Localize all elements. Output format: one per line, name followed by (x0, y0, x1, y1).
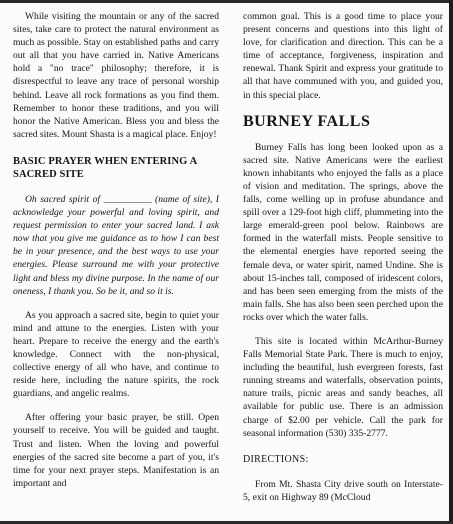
approach-paragraph: As you approach a sacred site, begin to quiet your mind and attune to the energies. Listen with your heart. Prepare to receive the energy and the earth's knowledge. Connect with the non-physical, collective energy of all who have, and continue to reside here, including the nature spirits, the rock guardians, and angelic realms. (13, 309, 219, 400)
prayer-text: Oh sacred spirit of __________ (name of site), I acknowledge your powerful and loving spirit, and request permission to enter your sacred land. I ask now that you give me guidance as to how I can best be in your presence, and the best ways to use your energies. Please surround me with your protective light and bless my divine purpose. In the name of our oneness, I thank you. So be it, and so it is. (13, 193, 219, 297)
directions-text: From Mt. Shasta City drive south on Interstate-5, exit on Highway 89 (McCloud (243, 478, 443, 503)
scan-edge-top (0, 0, 453, 3)
right-column (243, 10, 443, 515)
after-prayer-paragraph: After offering your basic prayer, be still. Open yourself to receive. You will be guided and taught. Trust and listen. When the loving and powerful energies of the sacred site become a part of you, it's time for your next prayer steps. Manifestation is an important and (13, 412, 219, 489)
prayer-heading: BASIC PRAYER WHEN ENTERING A SACRED SITE (13, 155, 197, 180)
burney-description-paragraph: Burney Falls has long been looked upon as a sacred site. Native Americans were the earliest known inhabitants who enjoyed the falls as a place of vision and meditation. The springs, above the falls, come welling up in profuse abundance and spill over a 129-foot high cliff, plummeting into the large emerald-green pool below. Rainbows are formed in the waterfall mists. People sensitive to the elemental energies have reported seeing the female deva, or water spirit, named Undine. She is about 15-inches tall, composed of iridescent colors, and has been seen emerging from the mists of the main falls. She has also been seen perched upon the rocks over which the water falls. (243, 141, 443, 323)
burney-park-paragraph: This site is located within McArthur-Burney Falls Memorial State Park. There is much to enjoy, including the beautiful, lush evergreen forests, fast running streams and waterfalls, observation points, nature trails, picnic areas and sandy beaches, all available for public use. There is an admission charge of $2.00 per vehicle. Call the park for seasonal information (530) 335-2777. (243, 335, 443, 439)
directions-heading: DIRECTIONS: (243, 453, 309, 465)
scan-edge-right (449, 0, 453, 524)
continued-paragraph: common goal. This is a good time to place your present concerns and questions into this light of love, for clarification and direction. This can be a time of acceptance, forgiveness, inspiration and renewal. Thank Spirit and express your gratitude to all that have communed with you, and guided you, in this special place. (243, 11, 443, 101)
left-column (13, 10, 219, 501)
intro-paragraph: While visiting the mountain or any of the sacred sites, take care to protect the natural environment as much as possible. Stay on established paths and carry out all that you have carried in. Native Americans hold a "no trace" philosophy; therefore, it is disrespectful to leave any trace of personal worship behind. Leave all rock formations as you find them. Remember to honor these traditions, and you will honor the Native American. Bless you and bless the sacred sites. Mount Shasta is a magical place. Enjoy! (13, 11, 219, 140)
section-title: BURNEY FALLS (243, 112, 371, 130)
